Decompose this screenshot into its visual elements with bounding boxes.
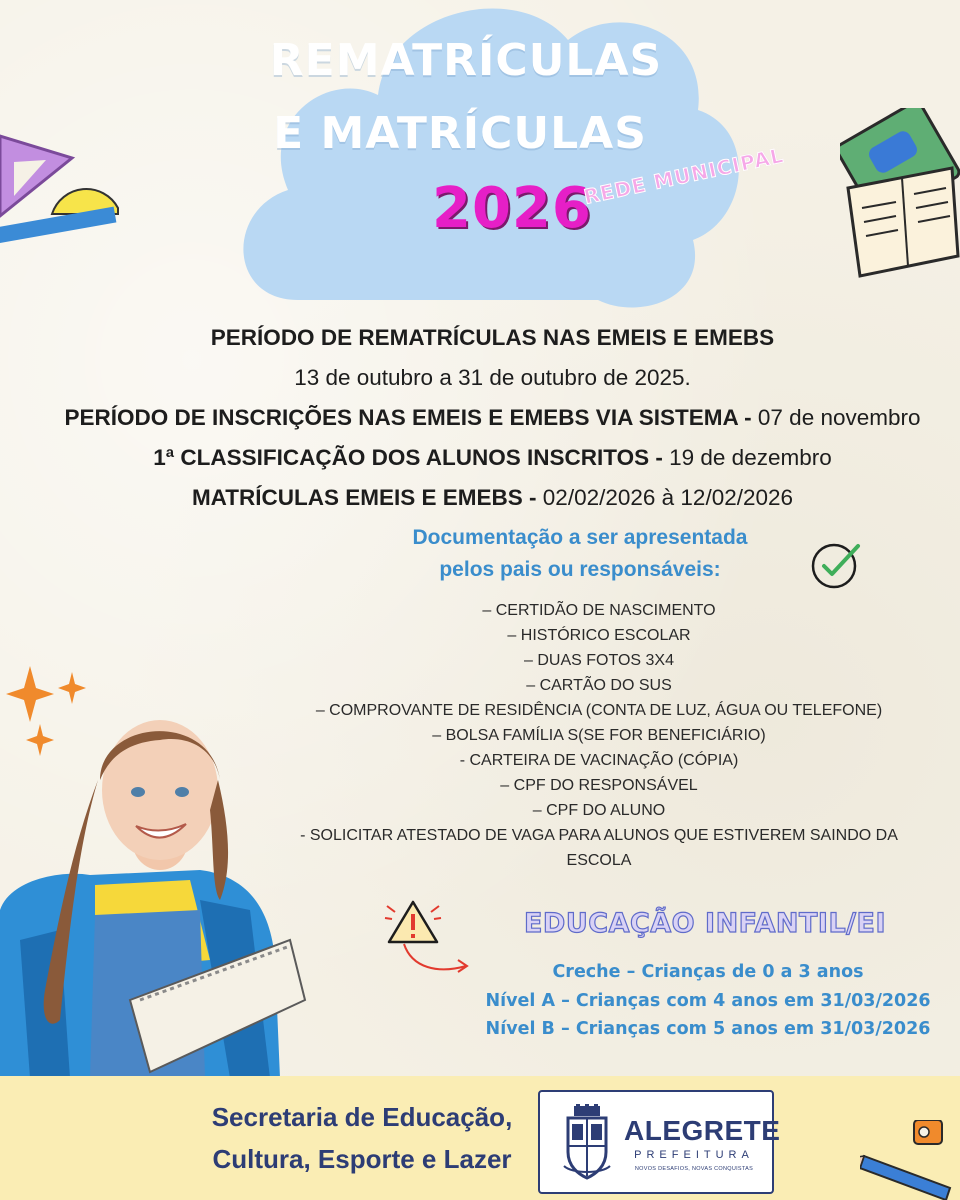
list-item: – HISTÓRICO ESCOLAR bbox=[507, 627, 691, 644]
crest-icon bbox=[562, 1104, 612, 1182]
list-item: Nível B – Crianças com 5 anos em 31/03/2026 bbox=[485, 1019, 931, 1039]
logo-subtitle: PREFEITURA bbox=[634, 1149, 754, 1161]
documentation-list bbox=[272, 598, 926, 873]
period-row: 13 de outubro a 31 de outubro de 2025. bbox=[294, 365, 691, 390]
rede-municipal-label: REDE MUNICIPAL bbox=[581, 143, 787, 209]
early-education-title: EDUCAÇÃO INFANTIL/EI bbox=[523, 908, 887, 939]
early-education-list bbox=[468, 958, 948, 1044]
logo-slogan: NOVOS DESAFIOS, NOVAS CONQUISTAS bbox=[634, 1166, 754, 1172]
list-item: – DUAS FOTOS 3X4 bbox=[524, 652, 674, 669]
ruler-triangle-icon bbox=[0, 122, 125, 250]
list-item: – CARTÃO DO SUS bbox=[526, 677, 672, 694]
student-girl-illustration bbox=[0, 700, 310, 1078]
secretariat-name: Secretaria de Educação, Cultura, Esporte e Lazer bbox=[211, 1102, 513, 1174]
list-item: Creche – Crianças de 0 a 3 anos bbox=[552, 962, 864, 982]
documentation-heading: Documentação a ser apresentada pelos pais ou responsáveis: bbox=[412, 526, 748, 581]
logo-name: ALEGRETE bbox=[624, 1115, 781, 1146]
list-item: Nível A – Crianças com 4 anos em 31/03/2026 bbox=[485, 990, 931, 1011]
list-item: – CPF DO ALUNO bbox=[532, 802, 666, 819]
list-item: - SOLICITAR ATESTADO DE VAGA PARA ALUNOS QUE ESTIVEREM SAINDO DA bbox=[300, 827, 898, 844]
list-item: – BOLSA FAMÍLIA S(SE FOR BENEFICIÁRIO) bbox=[432, 727, 766, 744]
title-line-1: REMATRÍCULAS bbox=[269, 35, 663, 86]
year-title: 2026 bbox=[432, 176, 592, 241]
periods-block bbox=[0, 318, 960, 518]
arrow-icon bbox=[398, 938, 474, 978]
period-row: PERÍODO DE INSCRIÇÕES NAS EMEIS E EMEBS VIA SISTEMA - 07 de novembro bbox=[64, 405, 921, 430]
title-line-2: E MATRÍCULAS bbox=[273, 108, 647, 159]
period-row: MATRÍCULAS EMEIS E EMEBS - 02/02/2026 à 12/02/2026 bbox=[191, 485, 794, 510]
notebook-icon bbox=[840, 108, 960, 278]
city-hall-logo bbox=[538, 1090, 781, 1194]
period-row: 1ª CLASSIFICAÇÃO DOS ALUNOS INSCRITOS - 19 de dezembro bbox=[153, 445, 832, 470]
list-item: – COMPROVANTE DE RESIDÊNCIA (CONTA DE LUZ, ÁGUA OU TELEFONE) bbox=[315, 702, 883, 719]
list-item: – CERTIDÃO DE NASCIMENTO bbox=[482, 602, 716, 619]
period-row: PERÍODO DE REMATRÍCULAS NAS EMEIS E EMEBS bbox=[210, 325, 775, 350]
pencil-icon bbox=[860, 1120, 960, 1200]
list-item: ESCOLA bbox=[566, 852, 632, 869]
checkmark-icon bbox=[808, 540, 864, 590]
list-item: – CPF DO RESPONSÁVEL bbox=[500, 777, 698, 794]
list-item: - CARTEIRA DE VACINAÇÃO (CÓPIA) bbox=[459, 752, 739, 769]
